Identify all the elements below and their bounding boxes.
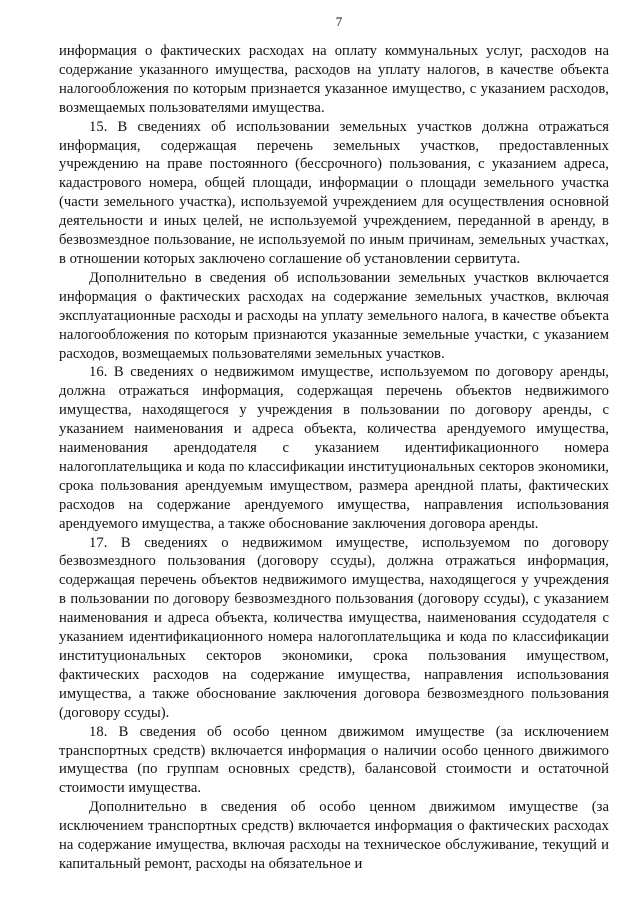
paragraph-continuation: информация о фактических расходах на оплату коммунальных услуг, расходов на содержание указанного имущества, расходов на уплату налогов, в качестве объекта налогообложения по которым признается указанное имущество, с указанием расходов, возмещаемых пользователями имущества. <box>59 43 609 116</box>
paragraph-item-17: 17. В сведениях о недвижимом имуществе, используемом по договору безвозмездного пользования (договору ссуды), должна отражаться информация, содержащая перечень объектов недвижимого имущества, находящегося у учреждения в пользовании по договору безвозмездного пользования (договору ссуды), с указанием наименования и адреса объекта, количества имущества, наименования ссудодателя с указанием идентификационного номера налогоплательщика и кода по классификации институциональных секторов экономики, срока пользования имуществом, фактических расходов на содержание имущества, направления использования имущества, а также обоснование заключения договора безвозмездного пользования (договору ссуды). <box>59 534 609 721</box>
paragraph-item-16: 16. В сведениях о недвижимом имуществе, используемом по договору аренды, должна отражаться информация, содержащая перечень объектов недвижимого имущества, находящегося у учреждения в пользовании по договору аренды, с указанием наименования и адреса объекта, количества арендуемого имущества, наименования арендодателя с указанием идентификационного номера налогоплательщика и кода по классификации институциональных секторов экономики, срока пользования арендуемым имуществом, размера арендной платы, фактических расходов на содержание арендуемого имущества, направления использования арендуемого имущества, а также обоснование заключения договора аренды. <box>59 364 609 532</box>
paragraph-item-18: 18. В сведения об особо ценном движимом имуществе (за исключением транспортных средств) включается информация о наличии особо ценного движимого имущества (по группам основных средств), балансовой стоимости и остаточной стоимости имущества. <box>59 723 609 797</box>
page-number: 7 <box>335 14 343 29</box>
paragraph-item-15: 15. В сведениях об использовании земельных участков должна отражаться информация, содержащая перечень земельных участков, предоставленных учреждению на праве постоянного (бессрочного) пользования, с указанием адреса, кадастрового номера, общей площади, информации о площади земельного участка (части земельного участка), используемой учреждением для осуществления основной деятельности и иных целей, не используемой учреждением, переданной в аренду, в безвозмездное пользование, не используемой по иным причинам, земельных участках, в отношении которых заключено соглашение об установлении сервитута. <box>59 118 609 267</box>
paragraph-land-expenses: Дополнительно в сведения об использовании земельных участков включается информация о фактических расходах на содержание земельных участков, включая эксплуатационные расходы и расходы на уплату земельного налога, в качестве объекта налогообложения по которым признаются указанные земельные участки, с указанием расходов, возмещаемых пользователями земельных участков. <box>59 269 609 362</box>
paragraph-movable-expenses: Дополнительно в сведения об особо ценном движимом имуществе (за исключением транспортных средств) включается информация о фактических расходах на содержание имущества, включая расходы на техническое обслуживание, текущий и капитальный ремонт, расходы на обязательное и <box>59 799 609 872</box>
